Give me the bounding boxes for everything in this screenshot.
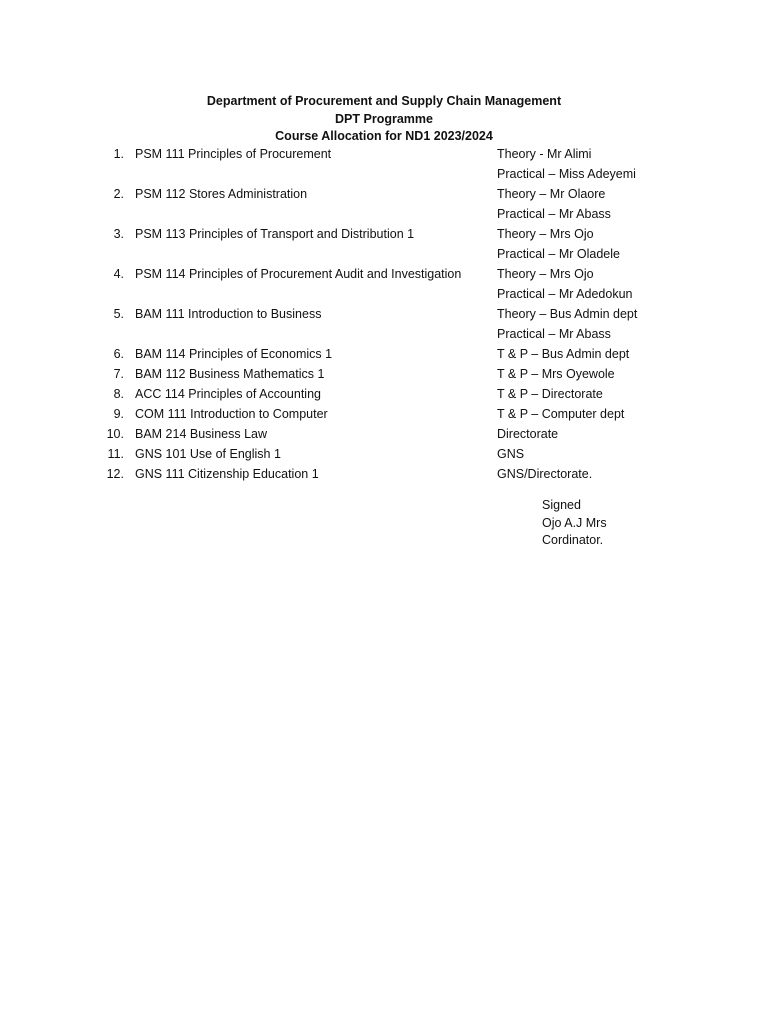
list-item — [0, 305, 768, 325]
item-number: 12. — [106, 467, 124, 481]
course-name: PSM 114 Principles of Procurement Audit and Investigation — [135, 267, 462, 281]
signature-block — [542, 497, 607, 550]
list-item — [0, 245, 768, 265]
course-name: BAM 114 Principles of Economics 1 — [135, 347, 333, 361]
allocation: GNS/Directorate. — [497, 467, 593, 481]
list-item — [0, 465, 768, 485]
item-number: 3. — [113, 227, 124, 241]
course-name: PSM 113 Principles of Transport and Distribution 1 — [135, 227, 415, 241]
item-number: 6. — [113, 347, 124, 361]
list-item — [0, 405, 768, 425]
allocation: Theory – Mrs Ojo — [497, 227, 594, 241]
list-item — [0, 285, 768, 305]
allocation: Directorate — [497, 427, 559, 441]
item-number: 9. — [113, 407, 124, 421]
course-name: COM 111 Introduction to Computer — [135, 407, 328, 421]
allocation: Theory - Mr Alimi — [497, 147, 592, 161]
item-number: 10. — [106, 427, 124, 441]
list-item — [0, 145, 768, 165]
course-name: GNS 101 Use of English 1 — [135, 447, 281, 461]
allocation: T & P – Bus Admin dept — [497, 347, 630, 361]
list-item — [0, 345, 768, 365]
list-item — [0, 325, 768, 345]
list-item — [0, 445, 768, 465]
allocation: GNS — [497, 447, 525, 461]
course-name: GNS 111 Citizenship Education 1 — [135, 467, 319, 481]
item-number: 5. — [113, 307, 124, 321]
item-number: 1. — [113, 147, 124, 161]
document-header — [0, 93, 768, 146]
allocation: Practical – Mr Abass — [497, 207, 611, 221]
item-number: 7. — [113, 367, 124, 381]
item-number: 8. — [113, 387, 124, 401]
list-item — [0, 365, 768, 385]
list-item — [0, 185, 768, 205]
allocation-title: Course Allocation for ND1 2023/2024 — [275, 129, 493, 143]
list-item — [0, 385, 768, 405]
allocation: Practical – Mr Oladele — [497, 247, 620, 261]
list-item — [0, 165, 768, 185]
course-name: BAM 214 Business Law — [135, 427, 268, 441]
list-item — [0, 225, 768, 245]
allocation: T & P – Directorate — [497, 387, 603, 401]
course-allocation-list — [0, 145, 768, 485]
allocation: T & P – Mrs Oyewole — [497, 367, 615, 381]
course-name: PSM 112 Stores Administration — [135, 187, 308, 201]
allocation: Practical – Mr Adedokun — [497, 287, 633, 301]
list-item — [0, 205, 768, 225]
item-number: 11. — [107, 447, 124, 461]
allocation: Theory – Mr Olaore — [497, 187, 606, 201]
signatory-name: Ojo A.J Mrs — [542, 515, 607, 530]
signatory-role: Cordinator. — [542, 533, 604, 547]
list-item — [0, 425, 768, 445]
course-name: BAM 111 Introduction to Business — [135, 307, 322, 321]
list-item — [0, 265, 768, 285]
department-title: Department of Procurement and Supply Chain Management — [206, 94, 562, 108]
allocation: T & P – Computer dept — [497, 407, 625, 421]
course-name: ACC 114 Principles of Accounting — [135, 387, 321, 401]
course-name: BAM 112 Business Mathematics 1 — [135, 367, 325, 381]
item-number: 2. — [113, 187, 124, 201]
allocation: Theory – Bus Admin dept — [497, 307, 638, 321]
item-number: 4. — [113, 267, 124, 281]
signed-label: Signed — [542, 498, 581, 512]
programme-title: DPT Programme — [335, 111, 433, 126]
allocation: Theory – Mrs Ojo — [497, 267, 594, 281]
allocation: Practical – Mr Abass — [497, 327, 611, 341]
course-name: PSM 111 Principles of Procurement — [135, 147, 332, 161]
allocation: Practical – Miss Adeyemi — [497, 167, 636, 181]
